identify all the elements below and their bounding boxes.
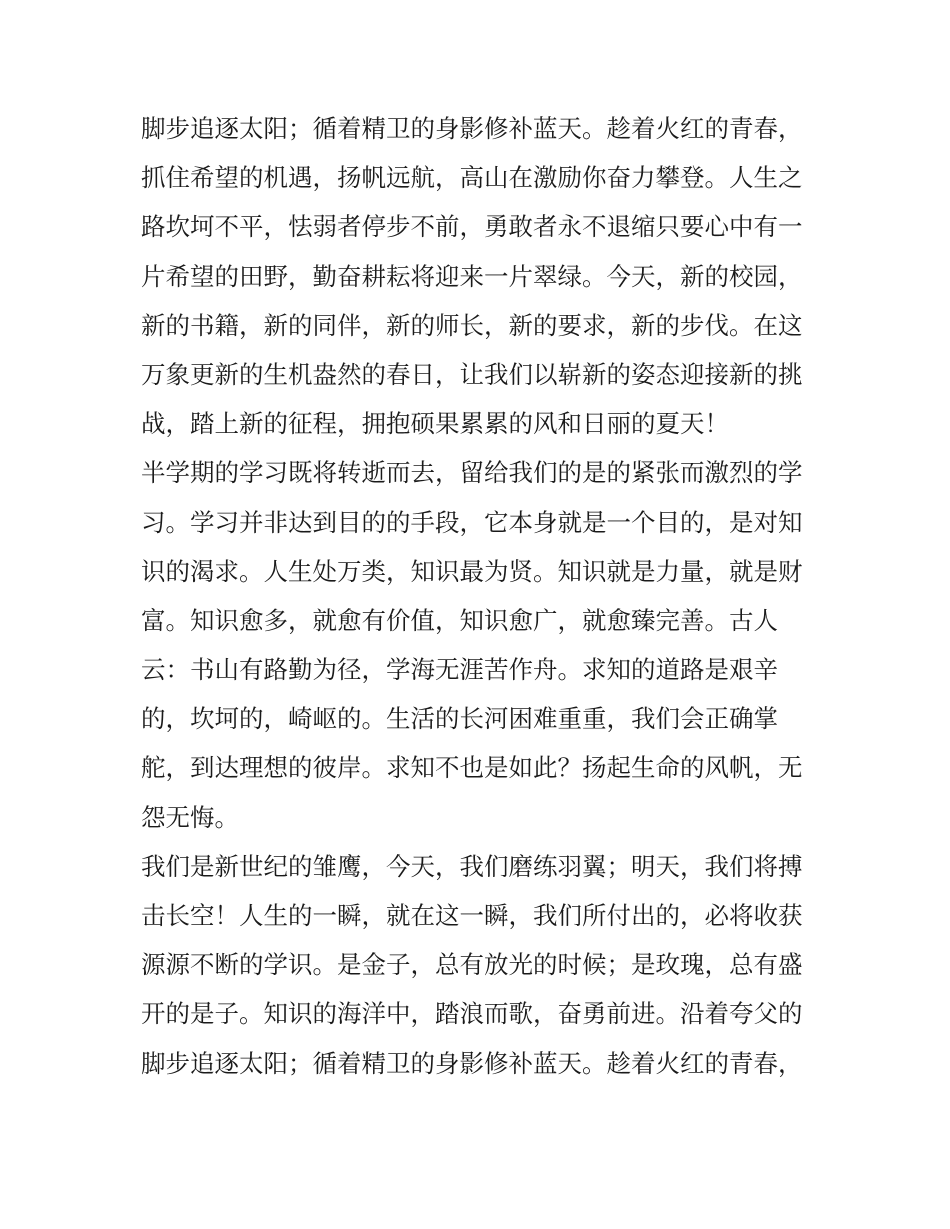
text-line: 富。知识愈多，就愈有价值，知识愈广，就愈臻完善。古人	[141, 605, 778, 635]
text-line: 路坎坷不平，怯弱者停步不前，勇敢者永不退缩只要心中有一	[141, 212, 803, 242]
paragraph-1	[141, 104, 821, 448]
text-line: 识的渴求。人生处万类，知识最为贤。知识就是力量，就是财	[141, 556, 803, 586]
text-line: 我们是新世纪的雏鹰，今天，我们磨练羽翼；明天，我们将搏	[141, 851, 803, 881]
paragraph-3	[141, 842, 821, 1088]
document-body	[141, 104, 821, 1088]
text-line: 习。学习并非达到目的的手段，它本身就是一个目的，是对知	[141, 507, 803, 537]
text-line: 舵，到达理想的彼岸。求知不也是如此？扬起生命的风帆，无	[141, 753, 803, 783]
text-line: 抓住希望的机遇，扬帆远航，高山在激励你奋力攀登。人生之	[141, 163, 803, 193]
text-line: 战，踏上新的征程，拥抱硕果累累的风和日丽的夏天！	[141, 409, 729, 439]
text-line: 脚步追逐太阳；循着精卫的身影修补蓝天。趁着火红的青春，	[141, 114, 803, 143]
text-line: 新的书籍，新的同伴，新的师长，新的要求，新的步伐。在这	[141, 310, 803, 340]
text-line: 击长空！人生的一瞬，就在这一瞬，我们所付出的，必将收获	[141, 901, 803, 930]
text-line: 脚步追逐太阳；循着精卫的身影修补蓝天。趁着火红的青春，	[141, 1048, 803, 1078]
text-line: 的，坎坷的，崎岖的。生活的长河困难重重，我们会正确掌	[141, 704, 778, 734]
text-line: 云：书山有路勤为径，学海无涯苦作舟。求知的道路是艰辛	[141, 655, 778, 685]
text-line: 源源不断的学识。是金子，总有放光的时候；是玫瑰，总有盛	[141, 950, 803, 980]
text-line: 片希望的田野，勤奋耕耘将迎来一片翠绿。今天，新的校园，	[141, 261, 803, 291]
text-line: 半学期的学习既将转逝而去，留给我们的是的紧张而激烈的学	[141, 458, 803, 488]
text-line: 万象更新的生机盎然的春日，让我们以崭新的姿态迎接新的挑	[141, 359, 803, 389]
text-line: 开的是子。知识的海洋中，踏浪而歌，奋勇前进。沿着夸父的	[141, 999, 803, 1029]
paragraph-2	[141, 448, 821, 842]
text-line: 怨无悔。	[141, 802, 239, 832]
